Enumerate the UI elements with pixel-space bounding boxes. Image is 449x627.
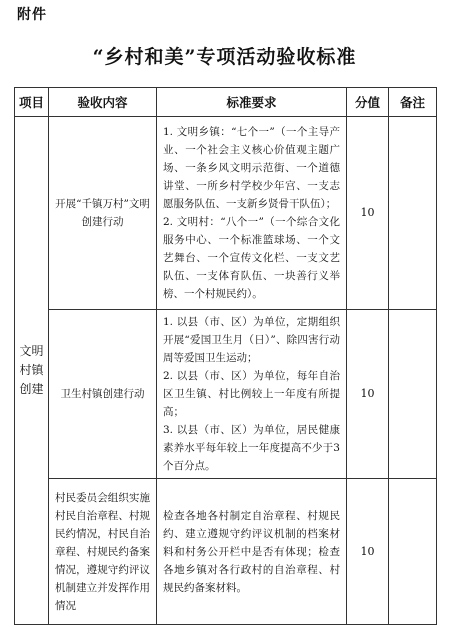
requirement-item: 2. 以县（市、区）为单位，每年自治区卫生镇、村比例较上一年度有所提高； [163,370,340,418]
table-row [15,310,437,479]
table-header-row [15,88,437,117]
page-title: “乡村和美”专项活动验收标准 [92,46,357,68]
table-row [15,479,437,625]
content-cell: 卫生村镇创建行动 [49,310,157,479]
requirement-item: 2. 文明村：“八个一”（一个综合文化服务中心、一个标准篮球场、一个文艺舞台、一个宣传文化栏、一支文艺队伍、一支体育队伍、一块善行义举榜、一个村规民约）。 [163,216,340,300]
content-cell: 村民委员会组织实施村民自治章程、村规民约情况，村民自治章程、村规民约备案情况，遵规守约评议机制建立并发挥作用情况 [49,479,157,625]
column-header-requirements: 标准要求 [157,88,347,117]
note-cell [389,479,437,625]
category-cell: 文明村镇创建 [15,117,49,625]
score-cell: 10 [347,310,389,479]
acceptance-standards-table [14,87,437,625]
requirement-item: 3. 以县（市、区）为单位，居民健康素养水平每年较上一年度提高不少于3个百分点。 [163,424,340,472]
requirements-cell [157,310,347,479]
score-cell: 10 [347,117,389,310]
requirement-item: 1. 文明乡镇：“七个一”（一个主导产业、一个社会主义核心价值观主题广场、一条乡风文明示范街、一个道德讲堂、一所乡村学校少年宫、一支志愿服务队伍、一支新乡贤骨干队伍）； [163,126,340,210]
requirements-cell [157,479,347,625]
requirement-item: 检查各地各村制定自治章程、村规民约、建立遵规守约评议机制的档案材料和村务公开栏中是否有体现；检查各地乡镇对各行政村的自治章程、村规民约备案材料。 [163,509,340,594]
requirements-cell [157,117,347,310]
requirement-item: 1. 以县（市、区）为单位，定期组织开展“爱国卫生月（日）”、除四害行动周等爱国卫生运动； [163,316,340,364]
content-cell: 开展“千镇万村”文明创建行动 [49,117,157,310]
column-header-content: 验收内容 [49,88,157,117]
column-header-score: 分值 [347,88,389,117]
note-cell [389,117,437,310]
score-cell: 10 [347,479,389,625]
column-header-note: 备注 [389,88,437,117]
column-header-project: 项目 [15,88,49,117]
attachment-label: 附件 [17,7,47,23]
table-row [15,117,437,310]
note-cell [389,310,437,479]
